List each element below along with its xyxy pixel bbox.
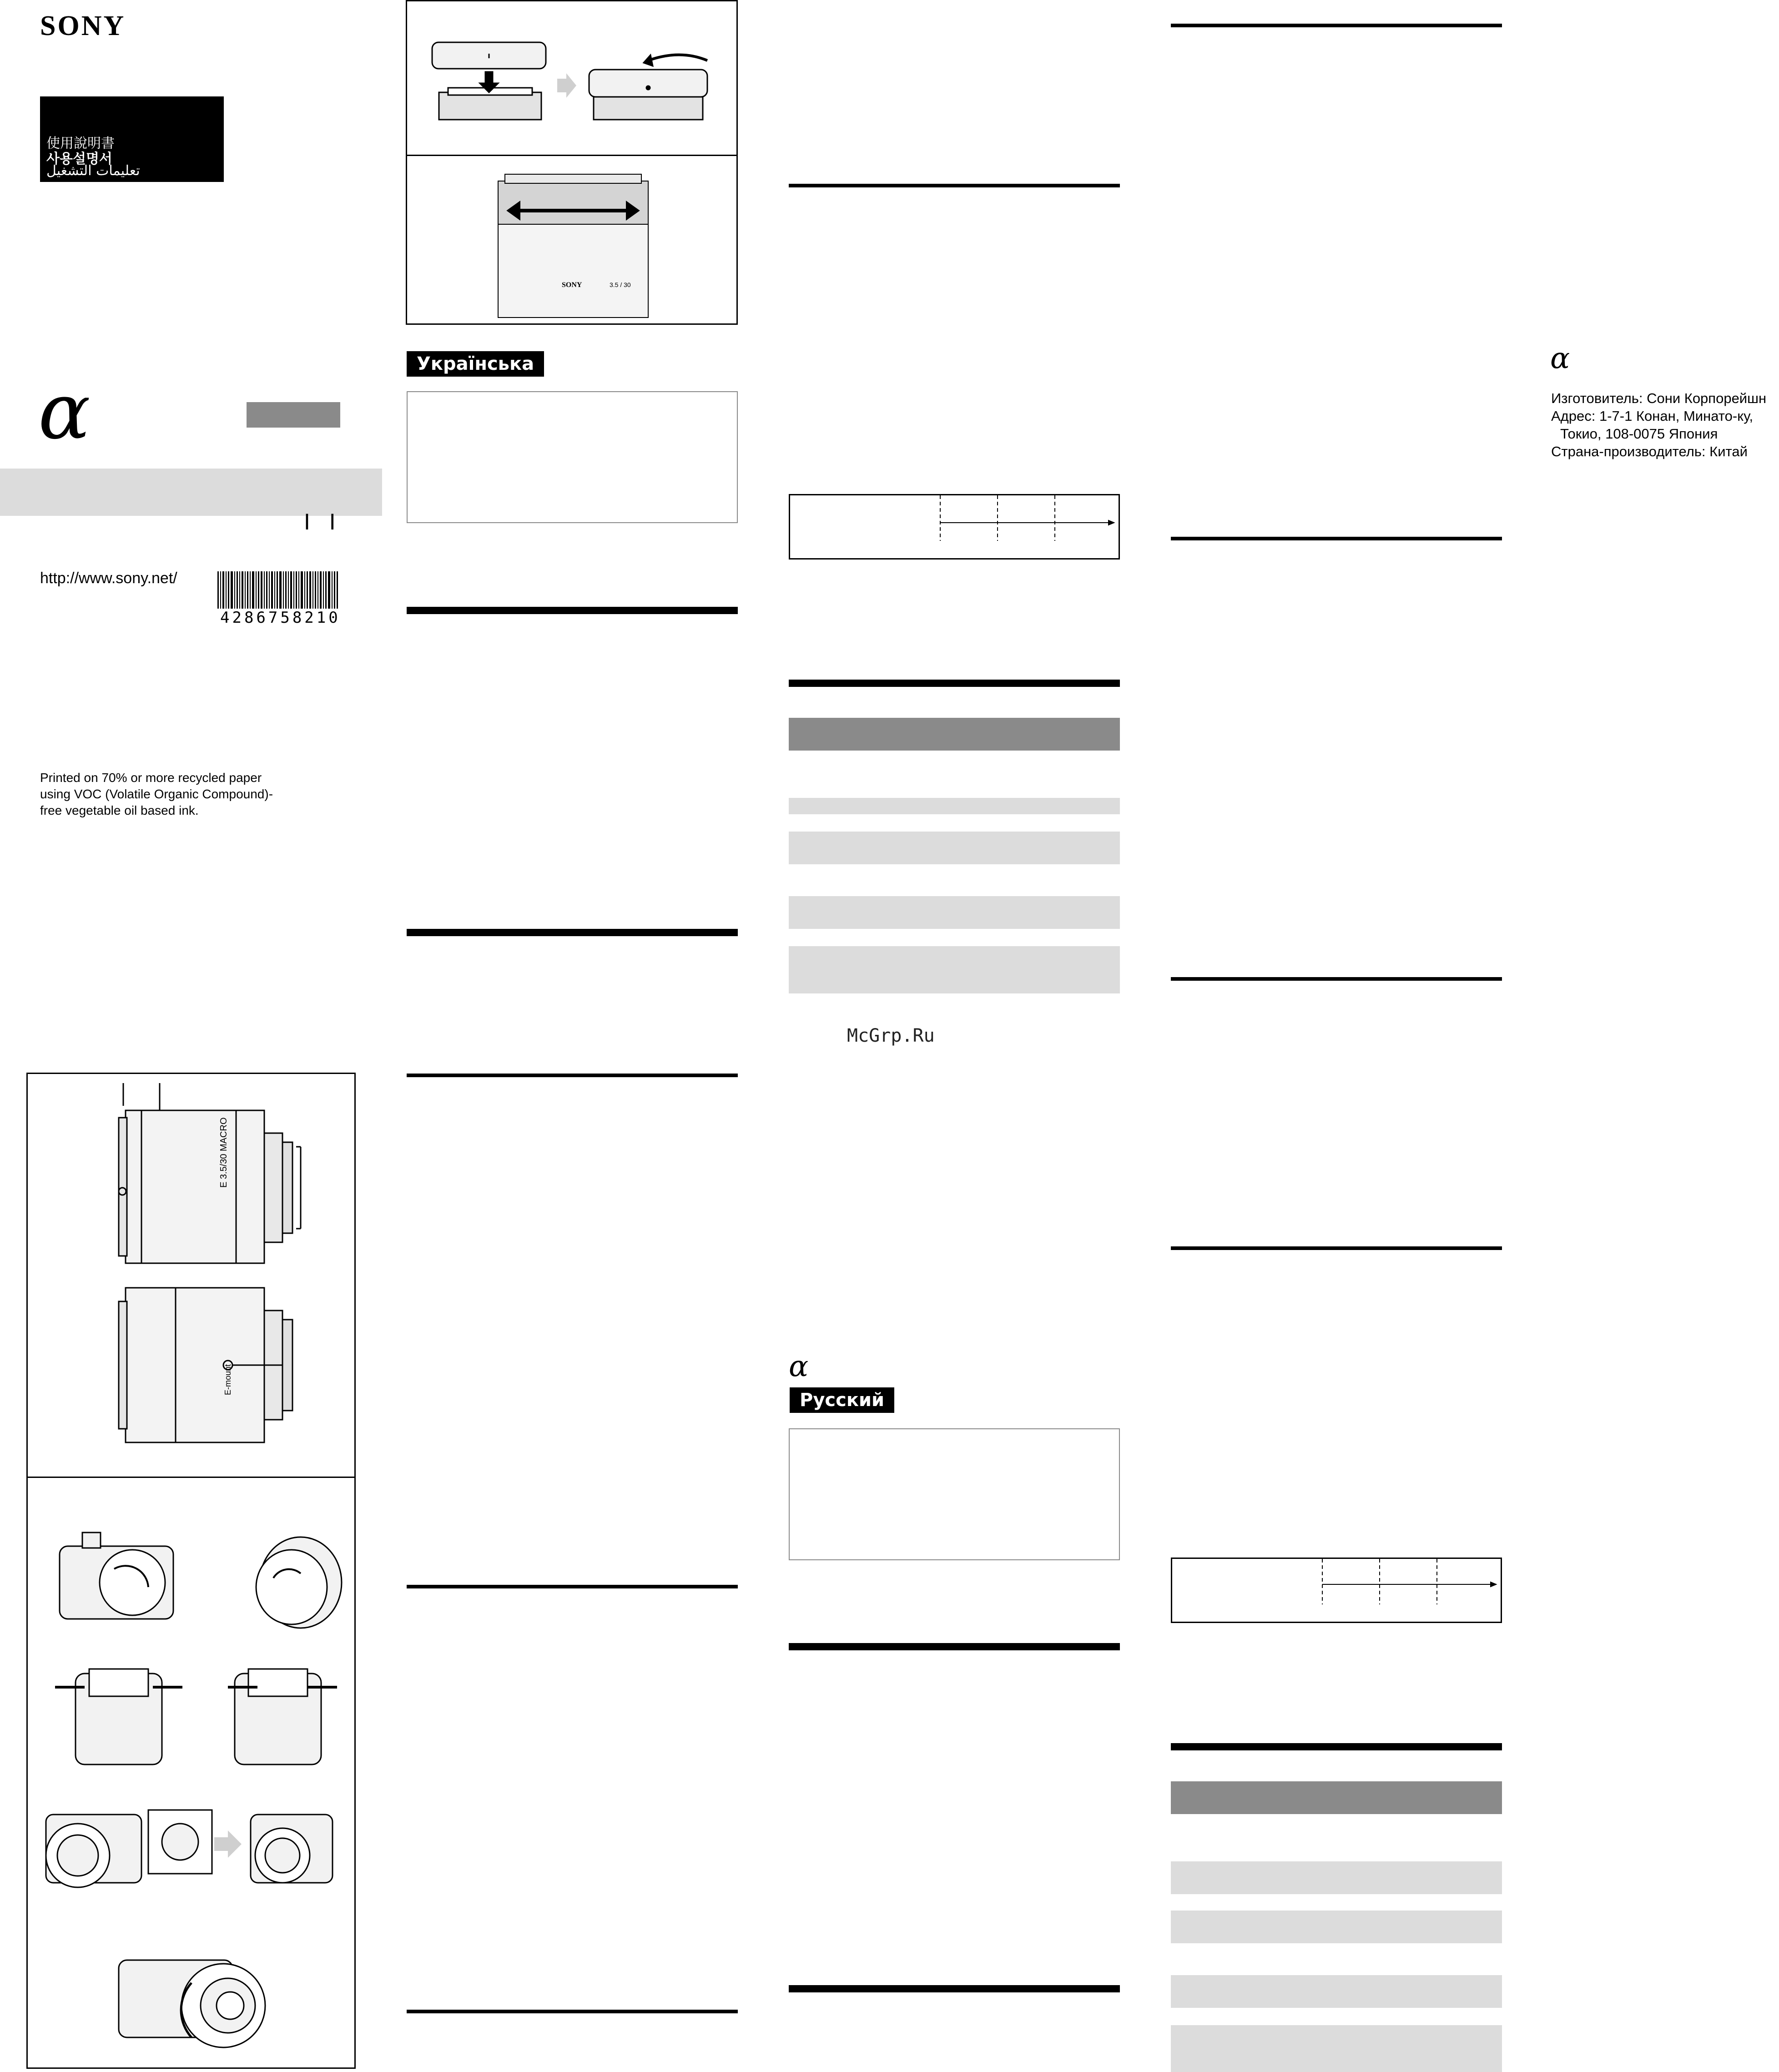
russian-alpha-logo: α [789, 1350, 809, 1383]
barcode-number: 4286758210 [220, 609, 341, 627]
lens-parts-diagram [26, 1073, 356, 1478]
section-rule [789, 1985, 1120, 1992]
brand-logo: SONY [40, 10, 126, 41]
focus-ring-diagram [406, 155, 738, 325]
spec-table-row [789, 946, 1120, 993]
section-rule [407, 1585, 738, 1588]
recycled-note-line-1: Printed on 70% or more recycled paper [40, 771, 262, 785]
manufacturer-city: Токио, 108-0075 Япония [1560, 426, 1718, 442]
section-rule [1171, 537, 1502, 540]
spec-table-row [1171, 1861, 1502, 1894]
section-rule [407, 1074, 738, 1077]
section-rule [407, 2010, 738, 2013]
language-box [40, 96, 224, 182]
manufacturer-country: Страна-производитель: Китай [1551, 444, 1748, 459]
section-rule [1171, 1743, 1502, 1750]
ukrainian-section-tag: Українська [407, 351, 544, 377]
lens-model-text: E 3.5/30 MACRO [219, 1117, 229, 1188]
spec-table-row [789, 896, 1120, 929]
cap-attach-diagram [406, 0, 738, 156]
spec-table-row [789, 798, 1120, 814]
spec-table-header [1171, 1781, 1502, 1814]
recycled-note-line-2: using VOC (Volatile Organic Compound)- [40, 787, 273, 801]
spec-table-header [789, 718, 1120, 751]
russian-section-tag: Русский [790, 1387, 894, 1413]
lens-mount-text: E-mount [223, 1364, 232, 1395]
section-rule [407, 607, 738, 614]
section-rule [1171, 977, 1502, 981]
manufacturer-name: Изготовитель: Сони Корпорейшн [1551, 390, 1767, 406]
section-rule [789, 680, 1120, 687]
section-rule [407, 929, 738, 936]
recycled-paper-note [40, 770, 273, 819]
mounting-illustrations [28, 1478, 354, 2067]
manufacturer-info [1551, 389, 1766, 460]
sony-url: http://www.sony.net/ [40, 570, 177, 587]
distance-scale-diagram [1172, 1559, 1501, 1622]
section-rule [1171, 24, 1502, 27]
spec-table-row [1171, 1911, 1502, 1943]
section-rule [1171, 1246, 1502, 1250]
language-korean: 사용설명서 [46, 151, 112, 167]
spec-table-row [1171, 1975, 1502, 2008]
barcode [217, 571, 339, 609]
manufacturer-alpha-logo: α [1550, 342, 1570, 375]
spec-table-row [1171, 2025, 1502, 2072]
roman-numeral: I I [304, 509, 342, 534]
manufacturer-address: Адрес: 1-7-1 Конан, Минато-ку, [1551, 408, 1754, 424]
alpha-logo: α [38, 367, 91, 457]
recycled-note-line-3: free vegetable oil based ink. [40, 803, 199, 817]
focus-ring-spec: 3.5 / 30 [610, 281, 631, 288]
distance-scale-box [1171, 1558, 1502, 1623]
spec-table-row [789, 832, 1120, 864]
russian-notice-box [789, 1428, 1120, 1560]
section-rule [789, 184, 1120, 187]
distance-scale-box [789, 494, 1120, 560]
model-gray-box [247, 402, 340, 428]
section-rule [789, 1643, 1120, 1650]
focus-ring-illustration [407, 156, 736, 323]
language-arabic: تعليمات التشغيل [46, 163, 140, 179]
lens-mounting-diagram [26, 1477, 356, 2069]
ukrainian-notice-box [407, 391, 738, 523]
focus-ring-brand: SONY [562, 281, 582, 289]
lens-side-illustration [28, 1074, 354, 1477]
watermark-text: McGrp.Ru [847, 1025, 935, 1046]
lens-cap-illustration [407, 1, 736, 155]
distance-scale-diagram [790, 495, 1119, 558]
language-chinese: 使用說明書 [46, 136, 115, 151]
